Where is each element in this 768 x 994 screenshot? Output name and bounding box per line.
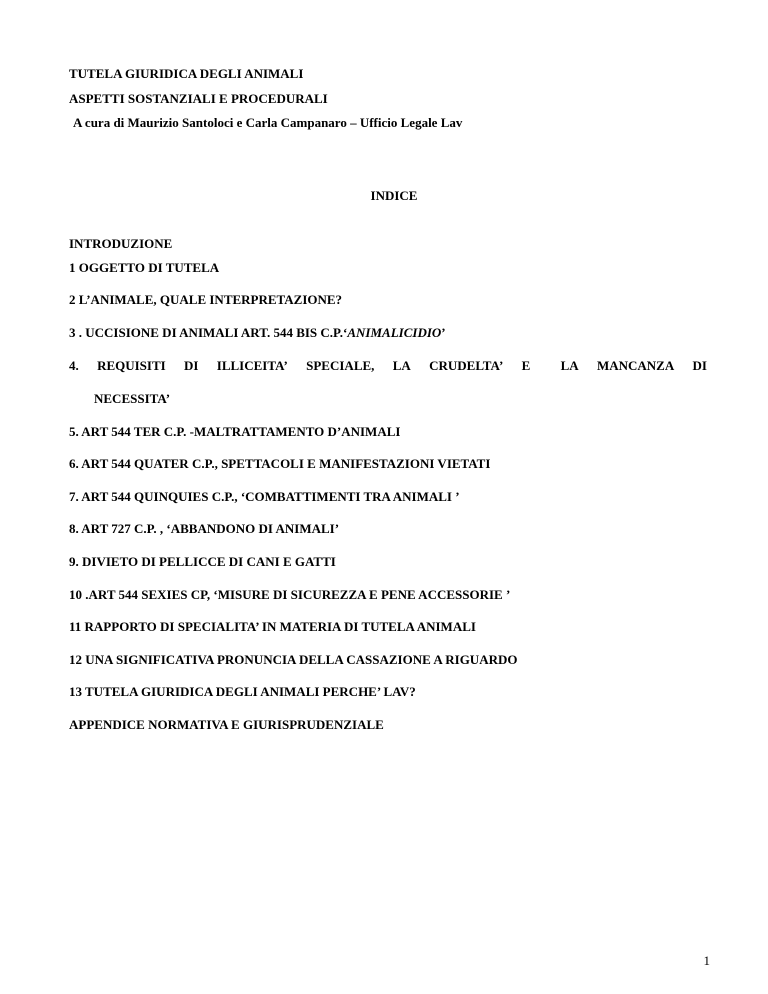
toc-item-4-word: SPECIALE, <box>306 358 375 373</box>
toc-item-4-word: REQUISITI <box>97 358 166 373</box>
toc-item-4-continuation: NECESSITA’ <box>94 391 171 406</box>
toc-item-4-word: DI <box>184 358 199 373</box>
doc-subtitle: ASPETTI SOSTANZIALI E PROCEDURALI <box>69 91 328 106</box>
toc-item-5: 5. ART 544 TER C.P. -MALTRATTAMENTO D’ANIMALI <box>69 424 401 439</box>
toc-item-4-word: DI <box>692 358 707 373</box>
page-number: 1 <box>703 953 710 968</box>
toc-item-2: 2 L’ANIMALE, QUALE INTERPRETAZIONE? <box>69 292 343 307</box>
toc-item-6: 6. ART 544 QUATER C.P., SPETTACOLI E MANIFESTAZIONI VIETATI <box>69 456 491 471</box>
toc-appendix: APPENDICE NORMATIVA E GIURISPRUDENZIALE <box>69 717 384 732</box>
toc-item-4-word: LA <box>392 358 411 373</box>
toc-introduction: INTRODUZIONE <box>69 236 173 251</box>
toc-item-1: 1 OGGETTO DI TUTELA <box>69 260 220 275</box>
toc-item-7: 7. ART 544 QUINQUIES C.P., ‘COMBATTIMENTI TRA ANIMALI ’ <box>69 489 460 504</box>
toc-item-12: 12 UNA SIGNIFICATIVA PRONUNCIA DELLA CASSAZIONE A RIGUARDO <box>69 652 518 667</box>
toc-item-13: 13 TUTELA GIURIDICA DEGLI ANIMALI PERCHE’ LAV? <box>69 684 416 699</box>
index-heading: INDICE <box>370 188 418 203</box>
doc-authors: A cura di Maurizio Santoloci e Carla Campanaro – Ufficio Legale Lav <box>73 115 463 130</box>
toc-item-4-word: CRUDELTA’ <box>429 358 504 373</box>
doc-title: TUTELA GIURIDICA DEGLI ANIMALI <box>69 66 304 81</box>
toc-item-4-word: ILLICEITA’ <box>216 358 288 373</box>
toc-item-10: 10 .ART 544 SEXIES CP, ‘MISURE DI SICUREZZA E PENE ACCESSORIE ’ <box>69 587 511 602</box>
toc-item-11: 11 RAPPORTO DI SPECIALITA’ IN MATERIA DI TUTELA ANIMALI <box>69 619 476 634</box>
toc-item-4-word: MANCANZA <box>596 358 675 373</box>
toc-item-4-word: LA <box>560 358 579 373</box>
toc-item-3 <box>69 325 446 341</box>
toc-item-9: 9. DIVIETO DI PELLICCE DI CANI E GATTI <box>69 554 336 569</box>
toc-item-4-word: E <box>521 358 531 373</box>
toc-item-3-italic: ANIMALICIDIO <box>347 325 442 340</box>
toc-item-3-prefix: 3 . UCCISIONE DI ANIMALI ART. 544 BIS C.P.‘ <box>69 325 348 340</box>
toc-item-4-word: 4. <box>69 358 79 373</box>
toc-item-8: 8. ART 727 C.P. , ‘ABBANDONO DI ANIMALI’ <box>69 521 340 536</box>
toc-item-3-suffix: ’ <box>441 325 446 340</box>
toc-item-4 <box>69 358 707 374</box>
